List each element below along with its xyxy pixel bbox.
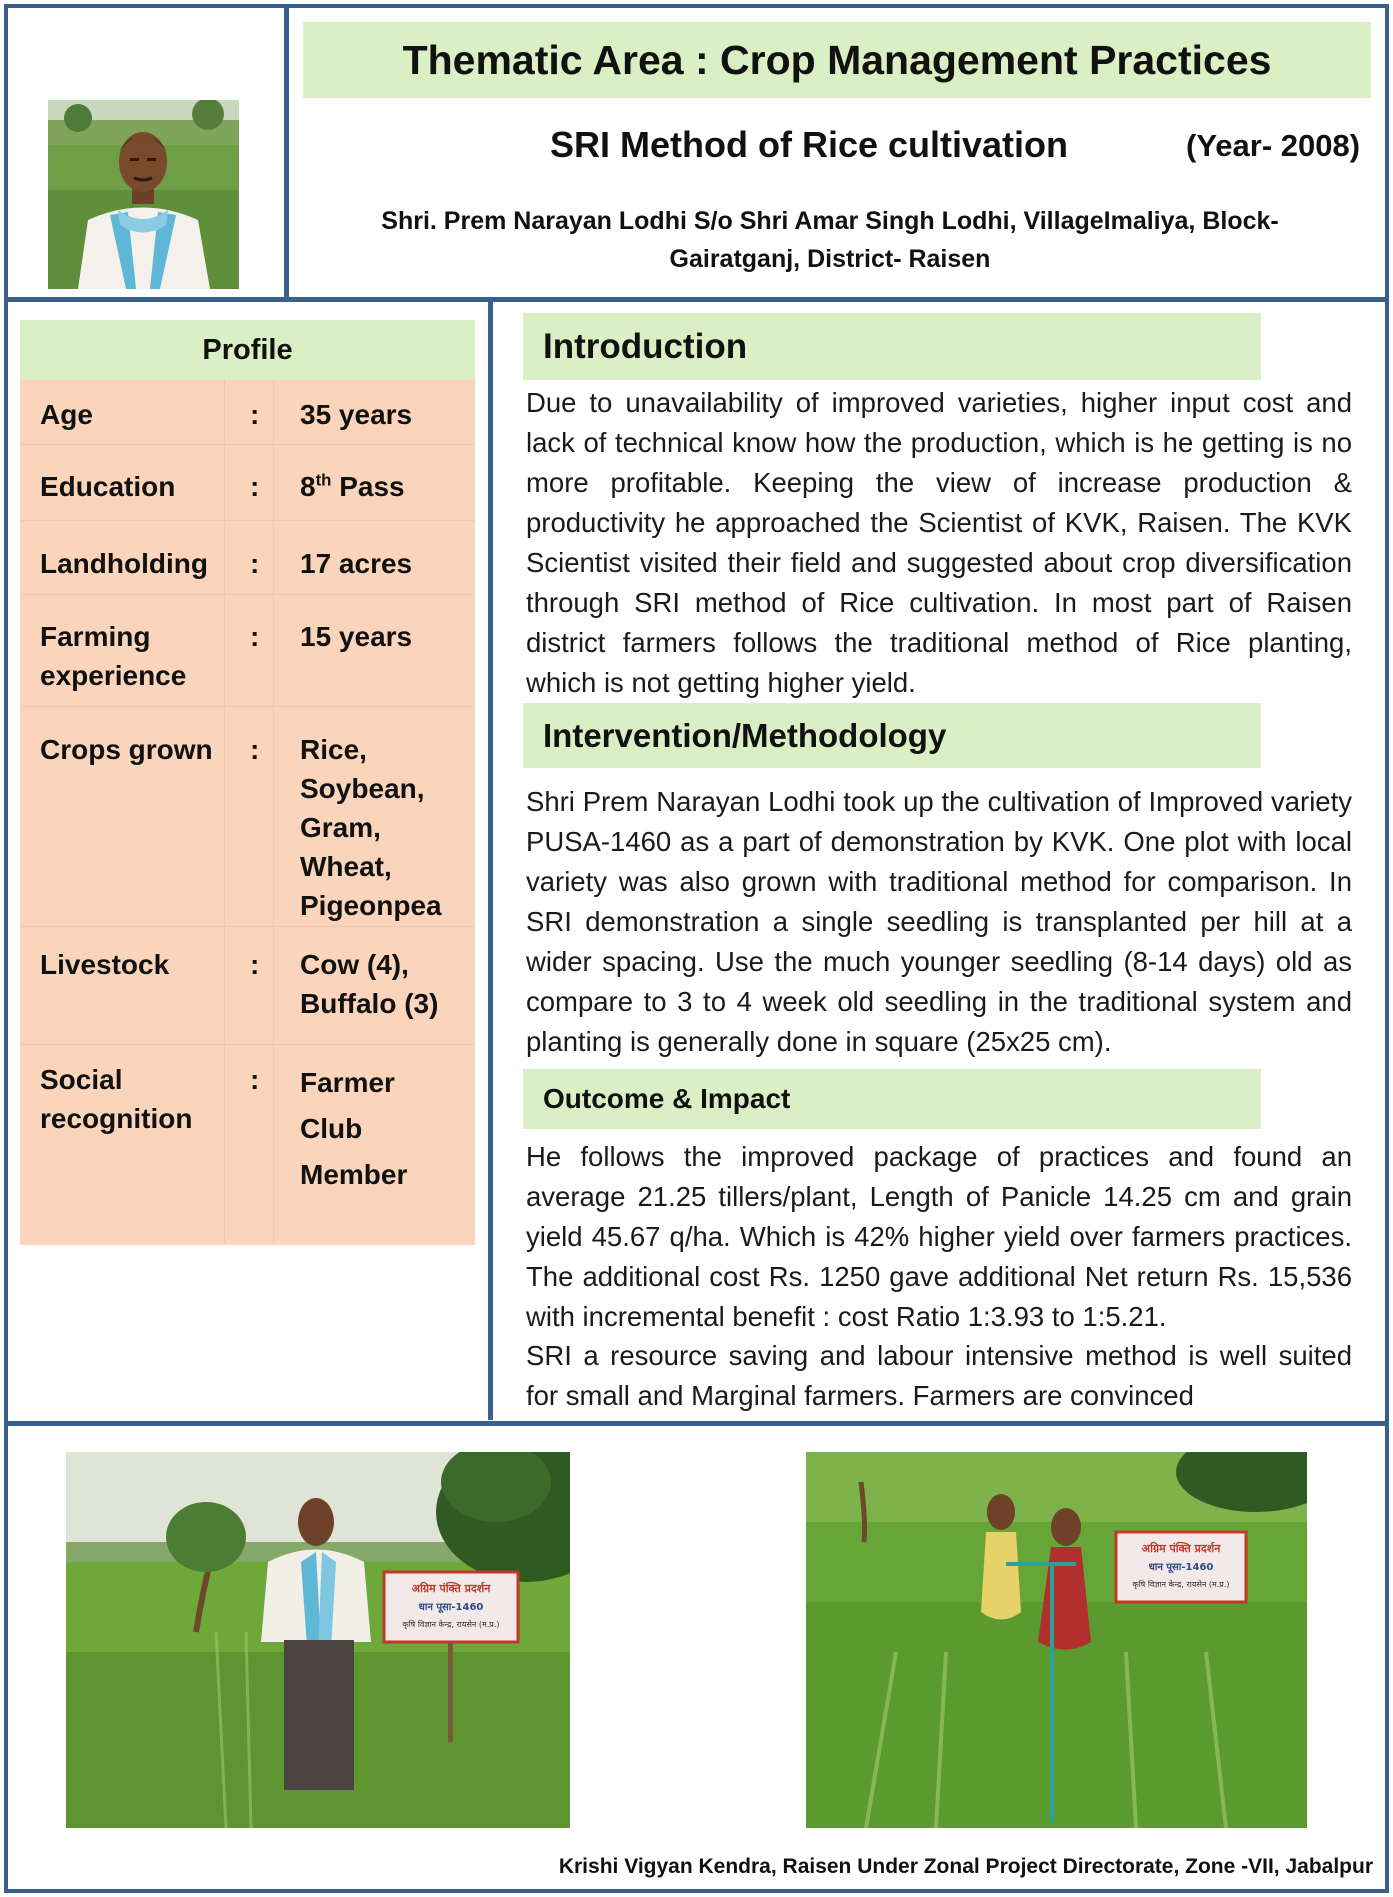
outcome-text-1: He follows the improved package of practices and found an average 21.25 tillers/plant, Length of Panicle 14.25 cm and grain yield 45.67 q/ha. Which is 42% higher yield over farmers practices. The additional cost Rs. 1250 gave additional Net return Rs. 15,536 with incremental benefit : cost Ratio 1:3.93 to 1:5.21. — [526, 1141, 1352, 1332]
sign-line-1: अग्रिम पंक्ति प्रदर्शन — [1141, 1542, 1221, 1555]
farmer-portrait — [48, 100, 239, 289]
colon: : — [250, 621, 260, 652]
colon: : — [250, 1064, 260, 1095]
introduction-text: Due to unavailability of improved varieties, higher input cost and lack of technical know how the production, which is he getting is no more profitable. Keeping the view of increase production & productivity he approached the Scientist of KVK, Raisen. The KVK Scientist visited their field and suggested about crop diversification through SRI method of Rice cultivation. In most part of Raisen district farmers follows the traditional method of Rice planting, which is not getting higher yield. — [526, 387, 1352, 698]
social-recognition-item: Member — [300, 1159, 408, 1190]
intervention-text: Shri Prem Narayan Lodhi took up the cultivation of Improved variety PUSA-1460 as a part of demonstration by KVK. One plot with local variety was also grown with traditional method for comparison. In SRI demonstration a single seedling is transplanted per hill at a wider spacing. Use the much younger seedling (8-14 days) old as compare to 3 to 4 week old seedling in the traditional system and planting is generally done in square (25x25 cm). — [526, 786, 1352, 1057]
profile-row-landholding — [20, 521, 475, 595]
profile-body — [20, 380, 475, 1245]
colon: : — [250, 471, 260, 502]
header-bottom-rule — [4, 297, 1389, 302]
profile-row-social-recognition — [20, 1045, 475, 1245]
profile-heading: Profile — [20, 320, 475, 380]
farmer-details-line-1: Shri. Prem Narayan Lodhi S/o Shri Amar Singh Lodhi, VillageImaliya, Block- — [381, 207, 1279, 235]
landholding-value: 17 acres — [300, 548, 413, 579]
crop-item: Wheat, — [300, 851, 392, 882]
field-photo-farmer — [66, 1452, 570, 1828]
header-divider — [284, 4, 289, 301]
farming-experience-label-line-2: experience — [40, 660, 187, 691]
field-photo-women — [806, 1452, 1307, 1828]
age-value: 35 years — [300, 399, 413, 430]
crop-item: Pigeonpea — [300, 890, 442, 921]
farming-experience-label — [40, 617, 186, 695]
education-value-text: Pass — [331, 471, 405, 502]
footer-credit: Krishi Vigyan Kendra, Raisen Under Zonal Project Directorate, Zone -VII, Jabalpur — [558, 1855, 1373, 1878]
colon: : — [250, 734, 260, 765]
colon: : — [250, 399, 260, 430]
profile-row-livestock — [20, 927, 475, 1045]
social-recognition-item: Club — [300, 1113, 363, 1144]
farmer-details — [330, 202, 1330, 278]
crop-item: Soybean, — [300, 773, 425, 804]
sign-line-2: धान पूसा-1460 — [1148, 1562, 1214, 1573]
crops-label: Crops grown — [40, 734, 213, 765]
social-recognition-values — [300, 1060, 407, 1198]
profile-row-education — [20, 445, 475, 521]
landholding-label: Landholding — [40, 548, 208, 579]
education-value — [300, 467, 405, 506]
crop-item: Gram, — [300, 812, 381, 843]
livestock-label: Livestock — [40, 949, 170, 980]
photos-top-rule — [4, 1421, 1389, 1426]
sign-line-1: अग्रिम पंक्ति प्रदर्शन — [411, 1582, 491, 1595]
education-value-suffix-sup: th — [315, 470, 332, 490]
page-title: SRI Method of Rice cultivation — [550, 124, 1069, 165]
intervention-heading: Intervention/Methodology — [523, 703, 1261, 768]
livestock-values — [300, 945, 438, 1023]
farmer-details-line-2: Gairatganj, District- Raisen — [669, 245, 991, 273]
sign-line-2: धान पूसा-1460 — [418, 1602, 484, 1613]
year-label: (Year- 2008) — [1186, 128, 1361, 163]
education-label: Education — [40, 471, 176, 502]
social-recognition-label-line-2: recognition — [40, 1103, 193, 1134]
age-label: Age — [40, 399, 93, 430]
column-divider — [488, 302, 493, 1420]
social-recognition-item: Farmer — [300, 1067, 395, 1098]
sign-line-3: कृषि विज्ञान केन्द्र, रायसेन (म.प्र.) — [402, 1620, 500, 1629]
livestock-item: Cow (4), — [300, 949, 409, 980]
education-value-number: 8 — [300, 471, 316, 502]
colon: : — [250, 548, 260, 579]
colon: : — [250, 949, 260, 980]
sign-line-3: कृषि विज्ञान केन्द्र, रायसेन (म.प्र.) — [1132, 1580, 1230, 1589]
thematic-area-banner: Thematic Area : Crop Management Practices — [303, 22, 1371, 98]
farming-experience-value: 15 years — [300, 621, 413, 652]
profile-row-age — [20, 380, 475, 445]
profile-table — [20, 320, 475, 1245]
livestock-item: Buffalo (3) — [300, 988, 439, 1019]
outcome-heading: Outcome & Impact — [523, 1069, 1261, 1129]
introduction-heading: Introduction — [523, 313, 1261, 380]
profile-row-crops — [20, 707, 475, 927]
crops-values — [300, 730, 442, 925]
outcome-text-2: SRI a resource saving and labour intensive method is well suited for small and Marginal farmers. Farmers are convinced — [526, 1340, 1352, 1411]
farming-experience-label-line-1: Farming — [40, 621, 151, 652]
social-recognition-label-line-1: Social — [40, 1064, 123, 1095]
crop-item: Rice, — [300, 734, 367, 765]
profile-row-farming-experience — [20, 595, 475, 707]
social-recognition-label — [40, 1060, 192, 1138]
